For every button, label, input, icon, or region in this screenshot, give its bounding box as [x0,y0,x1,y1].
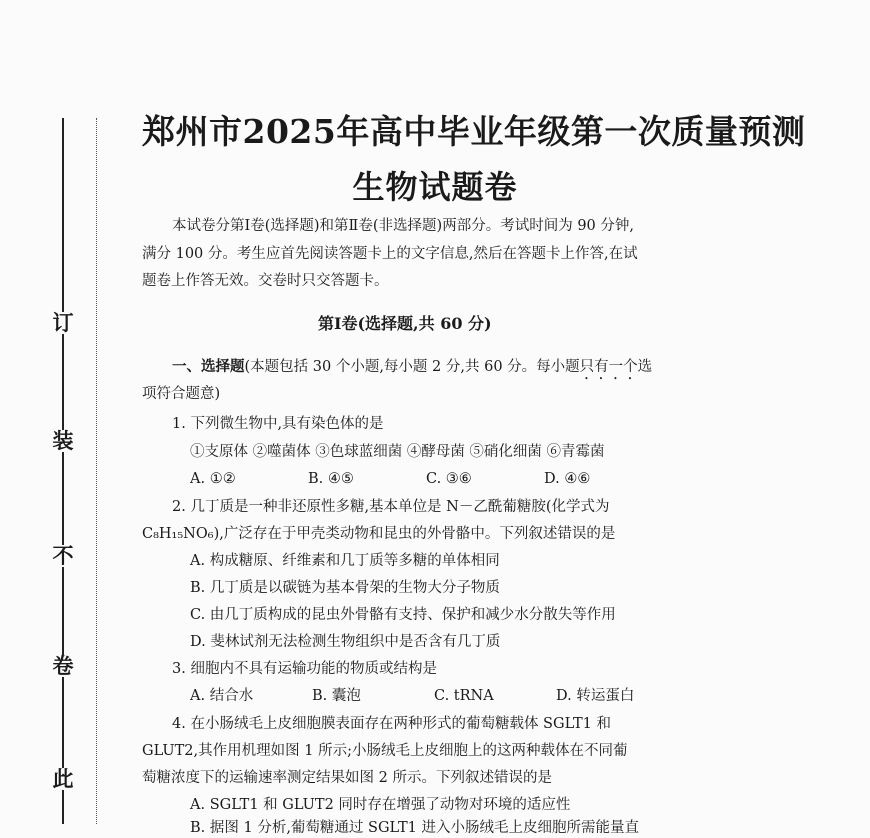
q1-option-d: D. ④⑥ [544,471,591,487]
section-instructions [172,357,652,383]
q3-option-b: B. 囊泡 [312,688,361,704]
intro-line-2: 满分 100 分。考生应首先阅读答题卡上的文字信息,然后在答题卡上作答,在试 [142,246,638,262]
q1-option-c: C. ③⑥ [426,471,472,487]
q3-option-a: A. 结合水 [190,688,254,704]
q1-list: ①支原体 ②噬菌体 ③色球蓝细菌 ④酵母菌 ⑤硝化细菌 ⑥青霉菌 [190,444,605,460]
q2-option-c: C. 由几丁质构成的昆虫外骨骼有支持、保护和减少水分散失等作用 [190,607,616,623]
q1-stem: 1. 下列微生物中,具有染色体的是 [172,416,384,432]
q1-options [190,469,662,489]
binding-margin [40,118,90,824]
instructions-text: (本题包括 30 个小题,每小题 2 分,共 60 分。每小题 [244,359,580,375]
intro-line-1: 本试卷分第Ⅰ卷(选择题)和第Ⅱ卷(非选择题)两部分。考试时间为 90 分钟, [172,218,634,234]
q1-option-a: A. ①② [190,471,236,487]
section-title: 第Ⅰ卷(选择题,共 60 分) [318,314,492,333]
cut-line [96,118,97,824]
q4-stem-line-1: 4. 在小肠绒毛上皮细胞膜表面存在两种形式的葡萄糖载体 SGLT1 和 [172,716,612,732]
q3-option-c: C. tRNA [434,688,494,704]
margin-char-zhuang: 装 [52,428,74,453]
q4-option-a: A. SGLT1 和 GLUT2 同时存在增强了动物对环境的适应性 [190,797,571,813]
q2-option-d: D. 斐林试剂无法检测生物组织中是否含有几丁质 [190,634,501,650]
q3-options [190,686,678,706]
instructions-emphasis: 只有一个 [579,359,638,375]
instructions-heading: 一、选择题 [172,358,245,375]
q2-option-b: B. 几丁质是以碳链为基本骨架的生物大分子物质 [190,580,500,596]
q4-stem-line-3: 萄糖浓度下的运输速率测定结果如图 2 所示。下列叙述错误的是 [142,770,552,786]
margin-char-bu: 不 [52,543,74,568]
q4-option-b: B. 据图 1 分析,葡萄糖通过 SGLT1 进入小肠绒毛上皮细胞所需能量直 [190,820,640,836]
q2-option-a: A. 构成糖原、纤维素和几丁质等多糖的单体相同 [190,553,500,569]
margin-char-ci: 此 [52,766,74,791]
q1-option-b: B. ④⑤ [308,471,354,487]
q2-stem-text: ),广泛存在于甲壳类动物和昆虫的外骨骼中。下列叙述错误的是 [213,526,616,542]
q4-stem-line-2: GLUT2,其作用机理如图 1 所示;小肠绒毛上皮细胞上的这两种载体在不同葡 [142,743,628,759]
q2-stem-line-2 [142,524,615,544]
margin-char-juan: 卷 [52,653,74,678]
q2-formula: C₈H₁₅NO₆ [142,526,214,542]
page-title: 郑州市2025年高中毕业年级第一次质量预测 [142,112,806,151]
q2-stem-line-1: 2. 几丁质是一种非还原性多糖,基本单位是 N－乙酰葡糖胺(化学式为 [172,499,610,515]
q3-stem: 3. 细胞内不具有运输功能的物质或结构是 [172,661,437,677]
instructions-tail: 选 [637,359,653,375]
intro-line-3: 题卷上作答无效。交卷时只交答题卡。 [142,273,389,289]
q3-option-d: D. 转运蛋白 [556,688,635,704]
margin-line [62,118,64,824]
margin-char-ding: 订 [52,310,74,335]
instructions-line-2: 项符合题意) [142,386,221,402]
page-subtitle: 生物试题卷 [352,168,518,206]
